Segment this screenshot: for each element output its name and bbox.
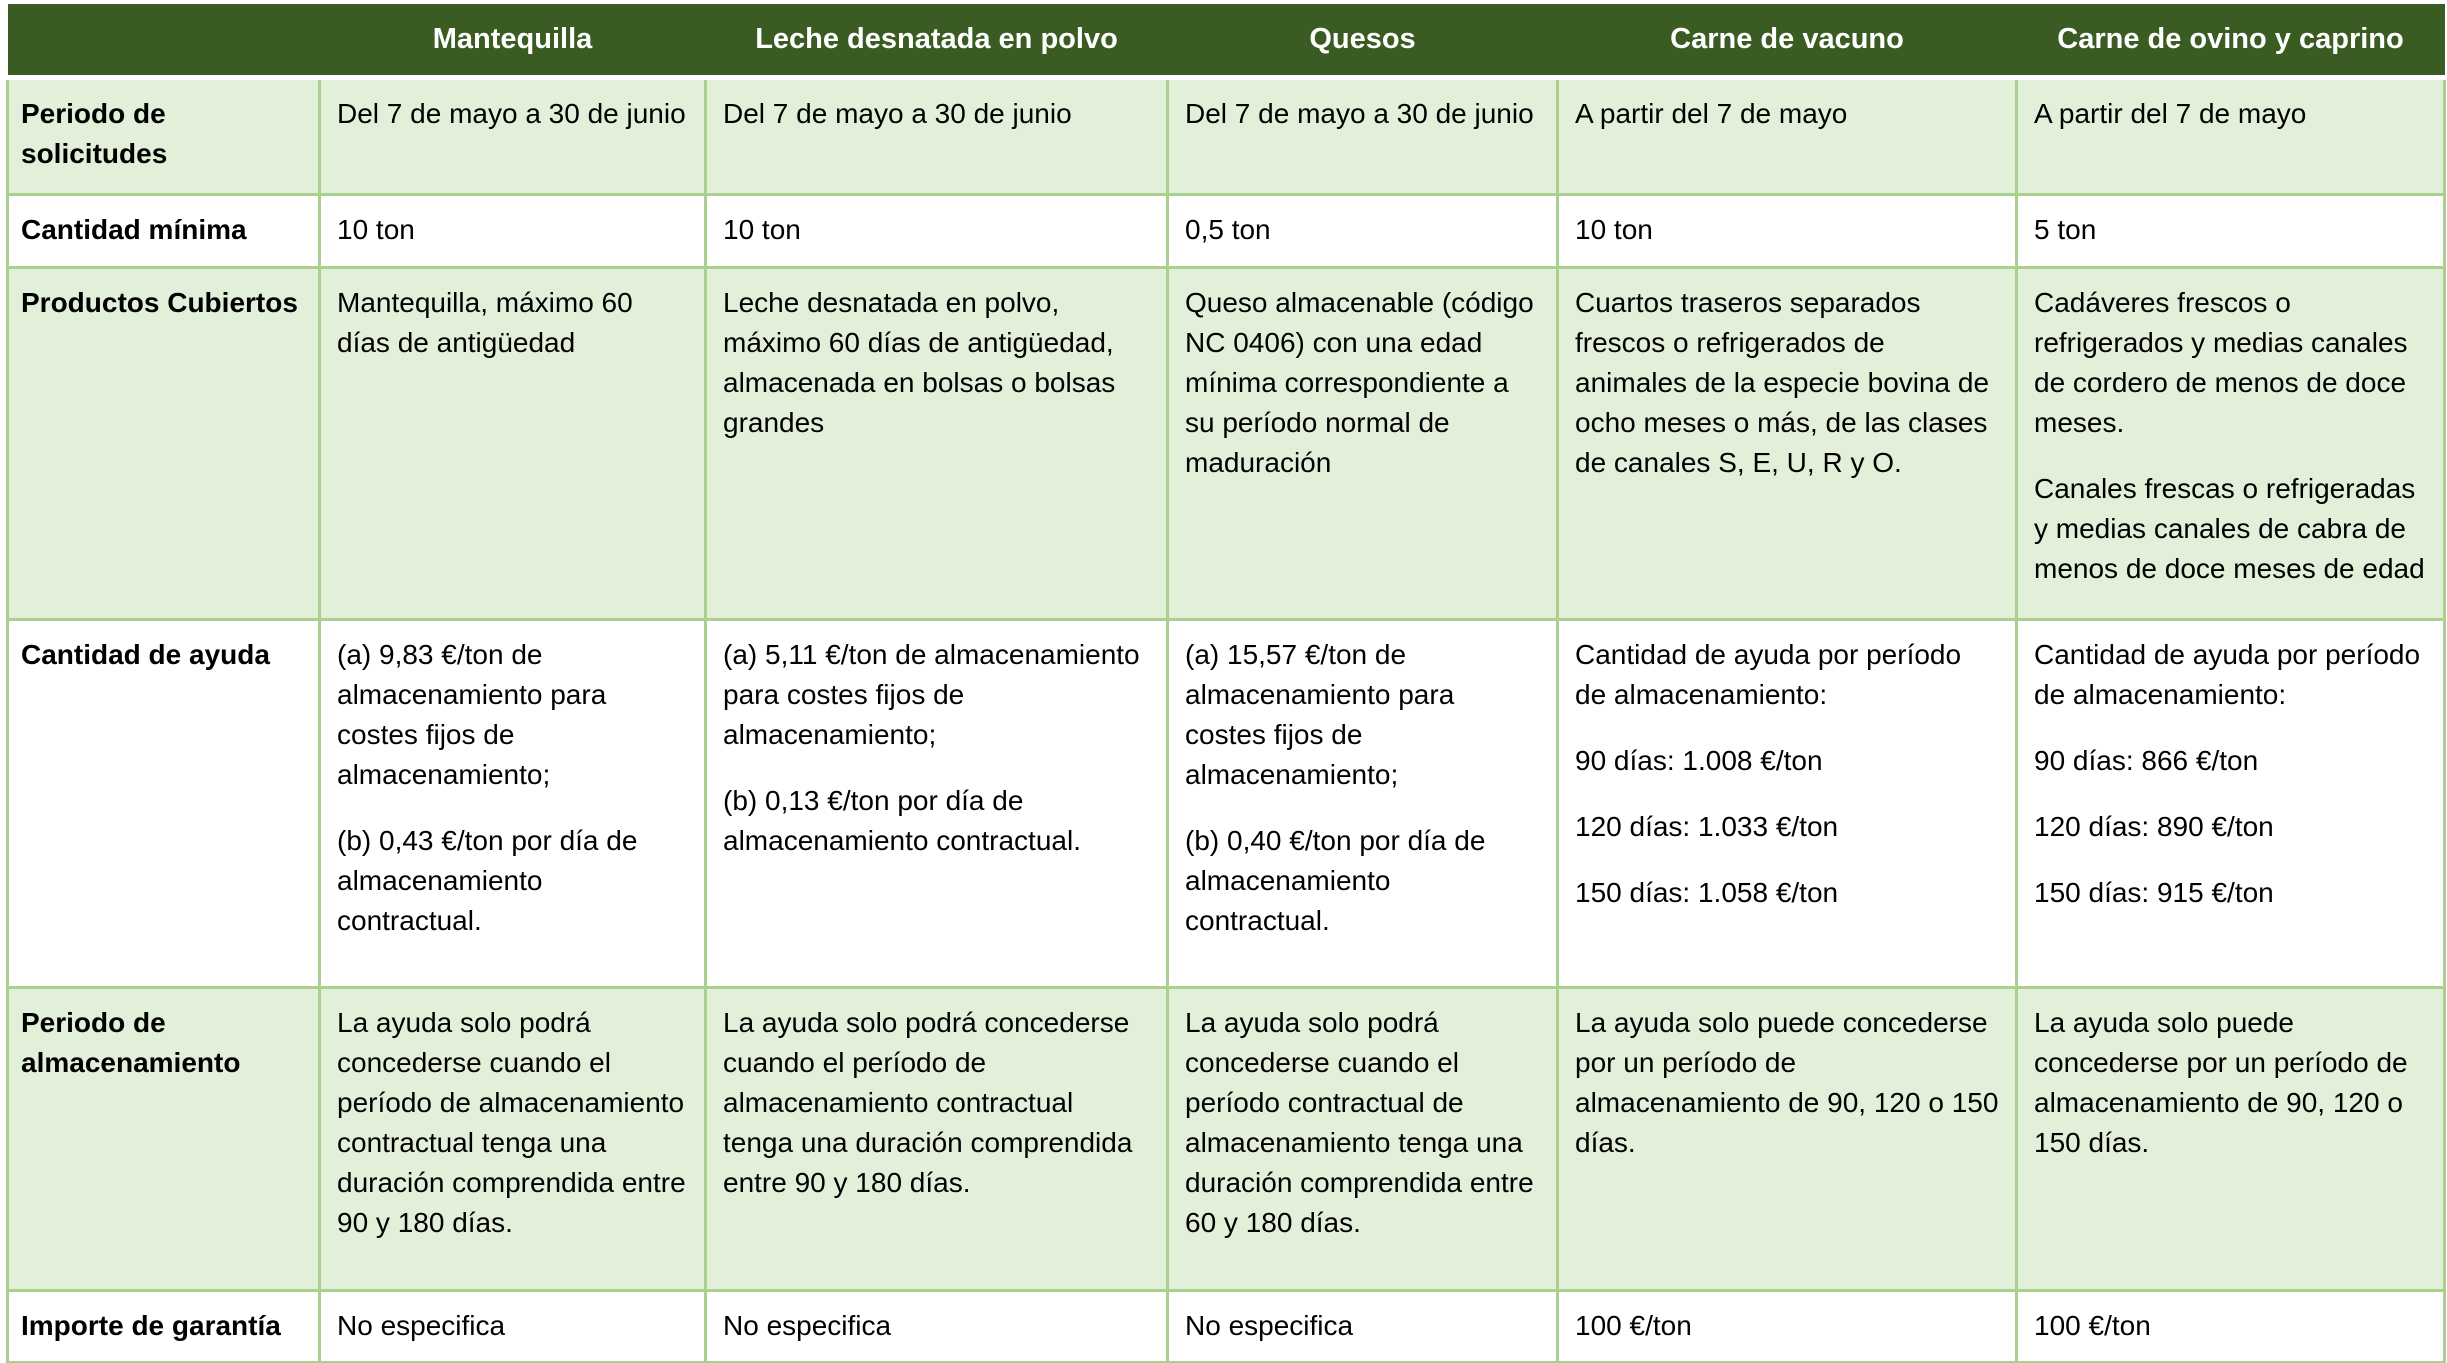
column-header: Quesos [1168,4,1558,78]
cell-paragraph: La ayuda solo puede concederse por un período de almacenamiento de 90, 120 o 150 días. [1575,1007,1999,1158]
cell-paragraph: 150 días: 1.058 €/ton [1575,877,1839,908]
cell-paragraph: 100 €/ton [2034,1310,2151,1341]
table-cell [1558,268,2017,620]
table-cell [1558,195,2017,268]
cell-paragraph: (b) 0,40 €/ton por día de almacenamiento contractual. [1185,825,1486,936]
table-row [8,195,2445,268]
table-cell [2017,195,2445,268]
cell-paragraph: 150 días: 915 €/ton [2034,877,2274,908]
cell-paragraph: La ayuda solo podrá concederse cuando el período contractual de almacenamiento tenga una duración comprendida entre 60 y 180 días. [1185,1007,1534,1238]
cell-paragraph: Cadáveres frescos o refrigerados y medias canales de cordero de menos de doce meses. [2034,287,2408,438]
table-cell [706,268,1168,620]
cell-paragraph: (a) 15,57 €/ton de almacenamiento para costes fijos de almacenamiento; [1185,639,1455,790]
cell-paragraph: Del 7 de mayo a 30 de junio [1185,98,1534,129]
column-header: Carne de vacuno [1558,4,2017,78]
cell-paragraph: Cantidad de ayuda por período de almacenamiento: [2034,639,2421,710]
cell-paragraph: No especifica [337,1310,506,1341]
table-row [8,620,2445,988]
table-cell [320,620,706,988]
table-cell [320,78,706,195]
cell-paragraph: (a) 9,83 €/ton de almacenamiento para costes fijos de almacenamiento; [337,639,607,790]
table-cell [2017,268,2445,620]
table-cell [2017,1291,2445,1363]
cell-paragraph: La ayuda solo puede concederse por un período de almacenamiento de 90, 120 o 150 días. [2034,1007,2408,1158]
table-cell [1558,620,2017,988]
table-body [8,78,2445,1363]
storage-aid-table [6,4,2446,1363]
table-row [8,78,2445,195]
cell-paragraph: (a) 5,11 €/ton de almacenamiento para costes fijos de almacenamiento; [723,639,1140,750]
cell-paragraph: Queso almacenable (código NC 0406) con una edad mínima correspondiente a su período normal de maduración [1185,287,1534,478]
table-cell [706,1291,1168,1363]
table-cell [1168,268,1558,620]
cell-paragraph: Del 7 de mayo a 30 de junio [337,98,686,129]
table-cell [1558,988,2017,1291]
table-cell [320,268,706,620]
cell-paragraph: No especifica [1185,1310,1354,1341]
cell-paragraph: Del 7 de mayo a 30 de junio [723,98,1072,129]
table-cell [1558,78,2017,195]
cell-paragraph: No especifica [723,1310,892,1341]
table-cell [320,1291,706,1363]
table-cell [706,195,1168,268]
table-cell [1168,195,1558,268]
cell-paragraph: A partir del 7 de mayo [1575,98,1848,129]
row-label: Periodo de solicitudes [8,78,320,195]
table-cell [1168,1291,1558,1363]
table-row [8,1291,2445,1363]
cell-paragraph: 10 ton [1575,214,1653,245]
corner-header-cell [8,4,320,78]
column-header: Carne de ovino y caprino [2017,4,2445,78]
table-cell [320,988,706,1291]
cell-paragraph: 90 días: 1.008 €/ton [1575,745,1823,776]
cell-paragraph: 5 ton [2034,214,2097,245]
table-cell [706,988,1168,1291]
table-cell [320,195,706,268]
table-cell [1168,620,1558,988]
table-row [8,268,2445,620]
cell-paragraph: Cantidad de ayuda por período de almacenamiento: [1575,639,1962,710]
cell-paragraph: 90 días: 866 €/ton [2034,745,2259,776]
cell-paragraph: 120 días: 1.033 €/ton [1575,811,1839,842]
cell-paragraph: (b) 0,43 €/ton por día de almacenamiento contractual. [337,825,638,936]
row-label: Periodo de almacenamiento [8,988,320,1291]
cell-paragraph: 10 ton [337,214,415,245]
table-cell [1168,988,1558,1291]
header-row [8,4,2445,78]
row-label: Productos Cubiertos [8,268,320,620]
cell-paragraph: 0,5 ton [1185,214,1271,245]
row-label: Cantidad mínima [8,195,320,268]
table-cell [706,620,1168,988]
table-cell [2017,988,2445,1291]
column-header: Mantequilla [320,4,706,78]
cell-paragraph: Mantequilla, máximo 60 días de antigüedad [337,287,633,358]
cell-paragraph: 100 €/ton [1575,1310,1692,1341]
table-cell [1558,1291,2017,1363]
cell-paragraph: Canales frescas o refrigeradas y medias canales de cabra de menos de doce meses de edad [2034,473,2425,584]
table-cell [706,78,1168,195]
cell-paragraph: 10 ton [723,214,801,245]
table-row [8,988,2445,1291]
cell-paragraph: A partir del 7 de mayo [2034,98,2307,129]
row-label: Importe de garantía [8,1291,320,1363]
cell-paragraph: 120 días: 890 €/ton [2034,811,2274,842]
cell-paragraph: Leche desnatada en polvo, máximo 60 días de antigüedad, almacenada en bolsas o bolsas grandes [723,287,1116,438]
cell-paragraph: La ayuda solo podrá concederse cuando el período de almacenamiento contractual tenga una duración comprendida entre 90 y 180 días. [337,1007,686,1238]
cell-paragraph: (b) 0,13 €/ton por día de almacenamiento contractual. [723,785,1081,856]
table-cell [2017,78,2445,195]
table-cell [2017,620,2445,988]
cell-paragraph: La ayuda solo podrá concederse cuando el período de almacenamiento contractual tenga una duración comprendida entre 90 y 180 días. [723,1007,1133,1198]
table-cell [1168,78,1558,195]
cell-paragraph: Cuartos traseros separados frescos o refrigerados de animales de la especie bovina de ocho meses o más, de las clases de canales S, E, U, R y O. [1575,287,1990,478]
row-label: Cantidad de ayuda [8,620,320,988]
table-header [8,4,2445,78]
column-header: Leche desnatada en polvo [706,4,1168,78]
